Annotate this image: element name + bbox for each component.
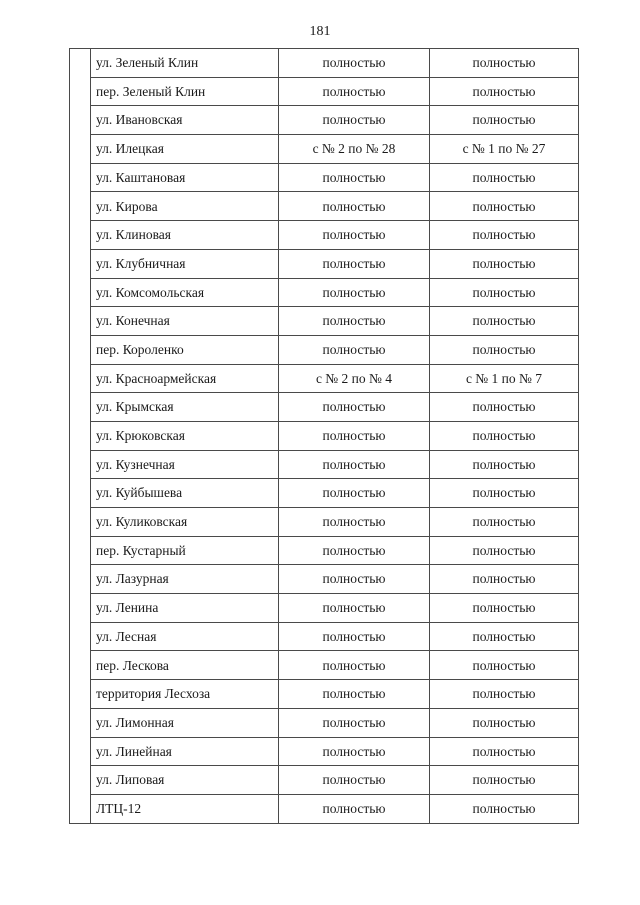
row-gutter-cell xyxy=(70,192,91,221)
page-number: 181 xyxy=(309,24,331,39)
odd-numbers-cell: полностью xyxy=(430,766,579,795)
row-gutter-cell xyxy=(70,594,91,623)
street-name-cell: ул. Лазурная xyxy=(91,565,279,594)
odd-numbers-cell: полностью xyxy=(430,651,579,680)
street-name-cell: ул. Клиновая xyxy=(91,221,279,250)
row-gutter-cell xyxy=(70,421,91,450)
table-row xyxy=(70,508,579,537)
row-gutter-cell xyxy=(70,364,91,393)
row-gutter-cell xyxy=(70,335,91,364)
odd-numbers-cell: полностью xyxy=(430,249,579,278)
table-row xyxy=(70,249,579,278)
even-numbers-cell: полностью xyxy=(279,106,430,135)
odd-numbers-cell: полностью xyxy=(430,278,579,307)
odd-numbers-cell: полностью xyxy=(430,106,579,135)
street-name-cell: пер. Лескова xyxy=(91,651,279,680)
even-numbers-cell: полностью xyxy=(279,794,430,823)
table-row xyxy=(70,421,579,450)
table-row xyxy=(70,737,579,766)
street-name-cell: ул. Лесная xyxy=(91,622,279,651)
odd-numbers-cell: с № 1 по № 7 xyxy=(430,364,579,393)
row-gutter-cell xyxy=(70,651,91,680)
odd-numbers-cell: полностью xyxy=(430,335,579,364)
odd-numbers-cell: полностью xyxy=(430,307,579,336)
even-numbers-cell: полностью xyxy=(279,680,430,709)
row-gutter-cell xyxy=(70,508,91,537)
even-numbers-cell: полностью xyxy=(279,221,430,250)
even-numbers-cell: полностью xyxy=(279,335,430,364)
street-name-cell: ЛТЦ-12 xyxy=(91,794,279,823)
row-gutter-cell xyxy=(70,536,91,565)
row-gutter-cell xyxy=(70,479,91,508)
odd-numbers-cell: с № 1 по № 27 xyxy=(430,135,579,164)
table-row xyxy=(70,163,579,192)
street-table xyxy=(69,48,579,824)
table-row xyxy=(70,794,579,823)
row-gutter-cell xyxy=(70,221,91,250)
row-gutter-cell xyxy=(70,737,91,766)
odd-numbers-cell: полностью xyxy=(430,163,579,192)
row-gutter-cell xyxy=(70,766,91,795)
even-numbers-cell: полностью xyxy=(279,163,430,192)
street-name-cell: ул. Клубничная xyxy=(91,249,279,278)
row-gutter-cell xyxy=(70,249,91,278)
row-gutter-cell xyxy=(70,450,91,479)
odd-numbers-cell: полностью xyxy=(430,479,579,508)
table-row xyxy=(70,49,579,78)
row-gutter-cell xyxy=(70,708,91,737)
even-numbers-cell: полностью xyxy=(279,393,430,422)
even-numbers-cell: полностью xyxy=(279,479,430,508)
even-numbers-cell: полностью xyxy=(279,49,430,78)
street-name-cell: ул. Илецкая xyxy=(91,135,279,164)
odd-numbers-cell: полностью xyxy=(430,221,579,250)
street-name-cell: ул. Линейная xyxy=(91,737,279,766)
even-numbers-cell: полностью xyxy=(279,249,430,278)
odd-numbers-cell: полностью xyxy=(430,421,579,450)
table-row xyxy=(70,536,579,565)
street-name-cell: пер. Зеленый Клин xyxy=(91,77,279,106)
table-row xyxy=(70,708,579,737)
table-row xyxy=(70,221,579,250)
street-name-cell: ул. Лимонная xyxy=(91,708,279,737)
street-name-cell: ул. Крымская xyxy=(91,393,279,422)
table-row xyxy=(70,565,579,594)
odd-numbers-cell: полностью xyxy=(430,594,579,623)
table-row xyxy=(70,479,579,508)
street-name-cell: ул. Красноармейская xyxy=(91,364,279,393)
row-gutter-cell xyxy=(70,393,91,422)
odd-numbers-cell: полностью xyxy=(430,450,579,479)
table-row xyxy=(70,594,579,623)
even-numbers-cell: полностью xyxy=(279,536,430,565)
street-name-cell: ул. Липовая xyxy=(91,766,279,795)
row-gutter-cell xyxy=(70,106,91,135)
odd-numbers-cell: полностью xyxy=(430,565,579,594)
odd-numbers-cell: полностью xyxy=(430,737,579,766)
street-name-cell: ул. Каштановая xyxy=(91,163,279,192)
even-numbers-cell: полностью xyxy=(279,737,430,766)
even-numbers-cell: полностью xyxy=(279,594,430,623)
even-numbers-cell: с № 2 по № 4 xyxy=(279,364,430,393)
street-name-cell: ул. Куликовская xyxy=(91,508,279,537)
street-table-body xyxy=(70,49,579,824)
table-row xyxy=(70,651,579,680)
row-gutter-cell xyxy=(70,163,91,192)
even-numbers-cell: полностью xyxy=(279,766,430,795)
street-name-cell: ул. Комсомольская xyxy=(91,278,279,307)
even-numbers-cell: полностью xyxy=(279,278,430,307)
even-numbers-cell: полностью xyxy=(279,307,430,336)
table-row xyxy=(70,393,579,422)
table-row xyxy=(70,364,579,393)
odd-numbers-cell: полностью xyxy=(430,680,579,709)
table-row xyxy=(70,106,579,135)
row-gutter-cell xyxy=(70,49,91,78)
table-row xyxy=(70,307,579,336)
row-gutter-cell xyxy=(70,307,91,336)
even-numbers-cell: полностью xyxy=(279,508,430,537)
table-row xyxy=(70,680,579,709)
row-gutter-cell xyxy=(70,794,91,823)
street-name-cell: ул. Крюковская xyxy=(91,421,279,450)
table-row xyxy=(70,335,579,364)
table-row xyxy=(70,622,579,651)
street-name-cell: ул. Кирова xyxy=(91,192,279,221)
street-name-cell: ул. Ивановская xyxy=(91,106,279,135)
table-row xyxy=(70,192,579,221)
row-gutter-cell xyxy=(70,77,91,106)
odd-numbers-cell: полностью xyxy=(430,508,579,537)
street-name-cell: пер. Кустарный xyxy=(91,536,279,565)
street-name-cell: территория Лесхоза xyxy=(91,680,279,709)
table-row xyxy=(70,77,579,106)
odd-numbers-cell: полностью xyxy=(430,536,579,565)
odd-numbers-cell: полностью xyxy=(430,393,579,422)
row-gutter-cell xyxy=(70,680,91,709)
street-name-cell: пер. Короленко xyxy=(91,335,279,364)
even-numbers-cell: полностью xyxy=(279,450,430,479)
odd-numbers-cell: полностью xyxy=(430,622,579,651)
street-name-cell: ул. Конечная xyxy=(91,307,279,336)
row-gutter-cell xyxy=(70,565,91,594)
table-row xyxy=(70,450,579,479)
even-numbers-cell: полностью xyxy=(279,421,430,450)
table-row xyxy=(70,135,579,164)
even-numbers-cell: с № 2 по № 28 xyxy=(279,135,430,164)
row-gutter-cell xyxy=(70,278,91,307)
street-name-cell: ул. Кузнечная xyxy=(91,450,279,479)
odd-numbers-cell: полностью xyxy=(430,794,579,823)
row-gutter-cell xyxy=(70,135,91,164)
table-row xyxy=(70,766,579,795)
odd-numbers-cell: полностью xyxy=(430,49,579,78)
street-name-cell: ул. Ленина xyxy=(91,594,279,623)
odd-numbers-cell: полностью xyxy=(430,77,579,106)
table-row xyxy=(70,278,579,307)
street-name-cell: ул. Куйбышева xyxy=(91,479,279,508)
odd-numbers-cell: полностью xyxy=(430,192,579,221)
odd-numbers-cell: полностью xyxy=(430,708,579,737)
row-gutter-cell xyxy=(70,622,91,651)
even-numbers-cell: полностью xyxy=(279,192,430,221)
even-numbers-cell: полностью xyxy=(279,77,430,106)
even-numbers-cell: полностью xyxy=(279,708,430,737)
street-table-container xyxy=(69,48,570,824)
even-numbers-cell: полностью xyxy=(279,565,430,594)
even-numbers-cell: полностью xyxy=(279,622,430,651)
even-numbers-cell: полностью xyxy=(279,651,430,680)
street-name-cell: ул. Зеленый Клин xyxy=(91,49,279,78)
